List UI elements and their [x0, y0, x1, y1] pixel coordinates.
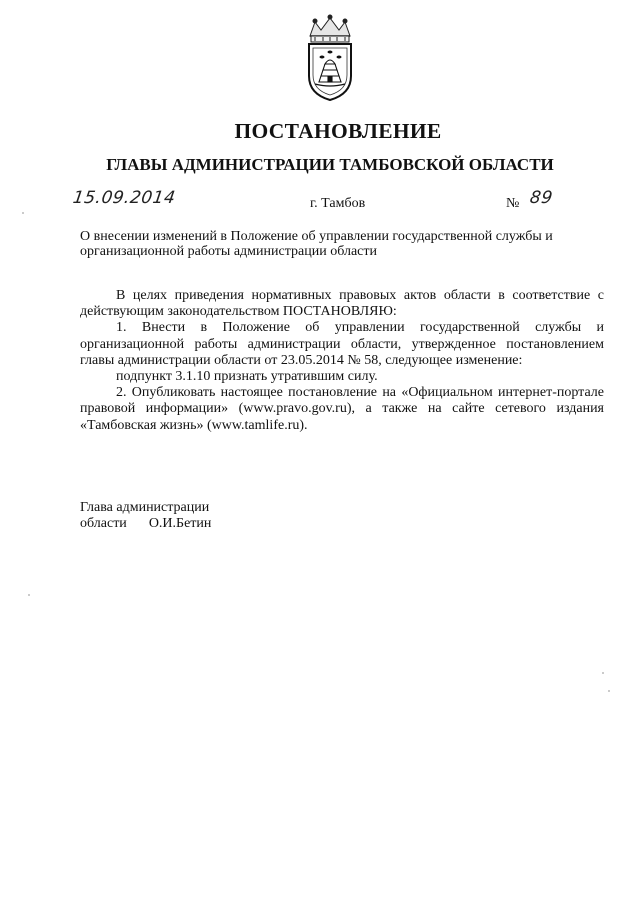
tambov-coat-of-arms-icon	[301, 14, 359, 102]
scan-speck	[608, 690, 610, 692]
handwritten-date: 15.09.2014	[71, 188, 177, 208]
document-body	[80, 288, 604, 434]
document-title: ПОСТАНОВЛЕНИЕ	[234, 119, 442, 143]
signature-position-line2: области	[80, 516, 127, 531]
scan-speck	[602, 672, 604, 674]
handwritten-number: 89	[528, 188, 555, 208]
document-subtitle: ГЛАВЫ АДМИНИСТРАЦИИ ТАМБОВСКОЙ ОБЛАСТИ	[106, 155, 554, 174]
paragraph-preamble: В целях приведения нормативных правовых актов области в соответствие с действующим законодательством ПОСТАНОВЛЯЮ:	[80, 288, 604, 320]
signature-name: О.И.Бетин	[148, 516, 212, 531]
paragraph-item-1: 1. Внести в Положение об управлении государственной службы и организационной работы администрации области, утвержденное постановлением главы администрации области от 23.05.2014 № 58, следующее изменение:	[80, 320, 604, 368]
number-prefix: №	[506, 196, 520, 211]
document-heading: О внесении изменений в Положение об управлении государственной службы и организационной работы администрации области	[80, 229, 553, 259]
scan-speck	[22, 212, 24, 214]
paragraph-item-2: 2. Опубликовать настоящее постановление на «Официальном интернет-портале правовой информации» (www.pravo.gov.ru), а также на сайте сетевого издания «Тамбовская жизнь» (www.tamlife.ru).	[80, 385, 604, 433]
city-label: г. Тамбов	[310, 196, 366, 211]
paragraph-subitem: подпункт 3.1.10 признать утратившим силу.	[116, 369, 378, 385]
signature-position-line1: Глава администрации	[80, 500, 210, 515]
scan-speck	[28, 594, 30, 596]
signature-block	[80, 500, 211, 532]
